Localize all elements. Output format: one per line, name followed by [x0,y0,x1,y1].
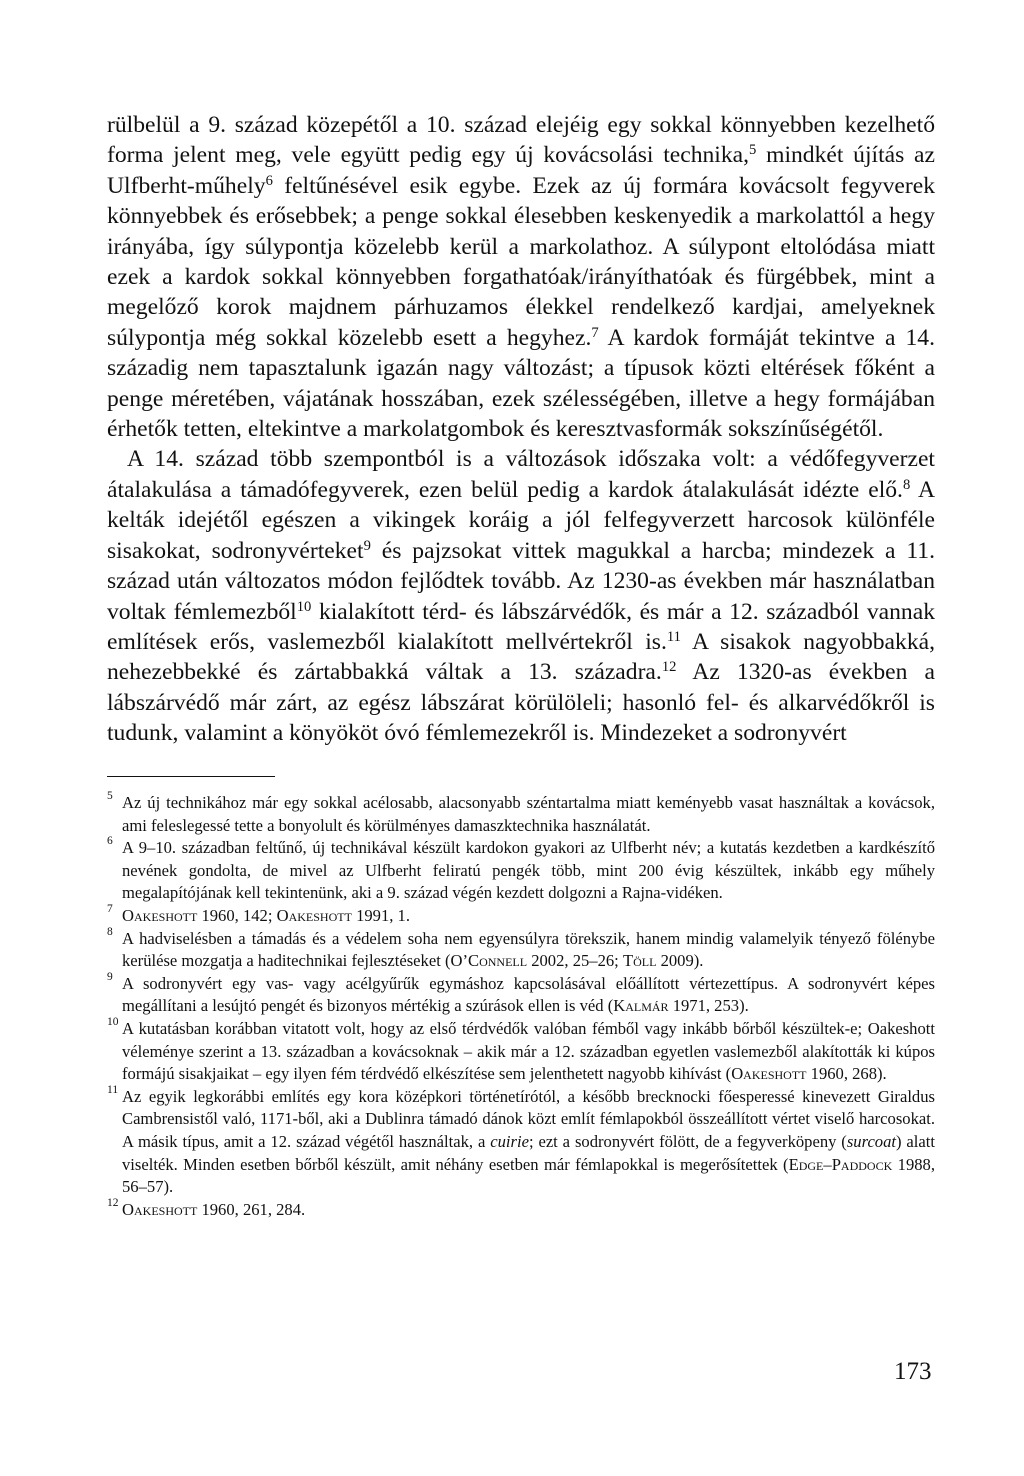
footnote-number: 8 [107,925,113,938]
footnote-number: 12 [107,1196,119,1209]
footnote-11: 11 Az egyik legkorábbi említés egy kora középkori történetírótól, a később brecknocki főesperessé kinevezett Giraldus Cambrensistől való, 1171-ből, aki a Dublinra támadó dánok közt említ fémlapokból összeállított vértet viselő harcosokat. A másik típus, amit a 12. század végétől használtak, a cuirie; ezt a sodronyvért fölött, de a fegyverköpeny (surcoat) alatt viselték. Minden esetben bőrből készült, amit néhány esetben már fémlapokkal is megerősítettek (Edge–Paddock 1988, 56–57). [107,1083,936,1197]
footnote-ref-12[interactable]: 12 [661,659,677,676]
footnotes [107,792,935,1221]
author-name: Oakeshott [731,1064,807,1084]
footnote-ref-8[interactable]: 8 [902,476,911,493]
footnote-ref-11[interactable]: 11 [666,628,681,645]
main-text [107,110,935,749]
footnote-ref-7[interactable]: 7 [591,324,599,341]
footnote-separator [107,776,275,777]
footnote-number: 10 [107,1015,119,1028]
paragraph-1: rülbelül a 9. század közepétől a 10. század elejéig egy sokkal könnyebben kezelhető forma jelent meg, vele együtt pedig egy új kovácsolási technika,$^5$ mindkét újítás az Ulfberht-műhely$^6$ feltűnésével esik egybe. Ezek az új formára kovácsolt fegyverek könnyebbek és erősebbek; a penge sokkal élesebben keskenyedik a markolattól a hegy irányába, így súlypontja közelebb kerül a markolathoz. A súlypont eltolódása miatt ezek a kardok sokkal könnyebben forgathatóak/irányíthatóak és fürgébbek, mint a megelőző korok majdnem párhuzamos élekkel rendelkező kardjai, amelyeknek súlypontja még sokkal közelebb esett a hegyhez.$^7$ A kardok formáját tekintve a 14. századig nem tapasztalunk igazán nagy változást; a típusok közti eltérések főként a penge méretében, vájatának hosszában, ezek szélességében, illetve a hegy formájában érhetők tetten, eltekintve a markolatgombok és keresztvasformák sokszínűségétől. [107,112,935,443]
footnote-ref-5[interactable]: 5 [749,142,757,159]
footnote-number: 5 [107,790,113,802]
footnote-12: 12 Oakeshott 1960, 261, 284. [107,1196,306,1219]
italic-term: surcoat [846,1131,897,1151]
footnote-number: 7 [107,902,113,915]
author-name: Connell [468,951,528,971]
author-name: Kalmár [613,996,669,1016]
footnote-8: 8 A hadviselésben a támadás és a védelem soha nem egyensúlyra törekszik, hanem mindig valamelyik tényező fölénybe kerülése mozgatja a haditechnikai fejlesztéseket (O’Connell 2002, 25–26; Töll 2009). [107,925,935,971]
footnote-9: 9 A sodronyvért egy vas- vagy acélgyűrűk egymáshoz kapcsolásával előállított vértezettípus. A sodronyvért képes megállítani a lesújtó pengét és bizonyos mértékig a szúrások ellen is véd (Kalmár 1971, 253). [107,970,935,1016]
footnote-10: 10 A kutatásban korábban vitatott volt, hogy az első térdvédők valóban fémből vagy inkább bőrből készültek-e; Oakeshott véleménye szerint a 13. században a kovácsoknak – akik már a 12. században egyetlen vaslemezből alakították ki kúpos formájú sisakjaikat – egy ilyen fém térdvédő elkészítése sem jelenthetett nagyobb kihívást (Oakeshott 1960, 268). [107,1015,935,1084]
author-name: Oakeshott [122,905,198,925]
paragraph-2: A 14. század több szempontból is a változások időszaka volt: a védőfegyverzet átalakulása a támadófegyverek, ezen belül pedig a kardok átalakulását idézte elő.$^8$ A kelták idejétől egészen a vikingek koráig a jól felfegyverzett harcosok különféle sisakokat, sodronyvérteket$^9$ és pajzsokat vittek magukkal a harcba; mindezek a 11. század után változatos módon fejlődtek tovább. Az 1230-as években már használatban voltak fémlemezből$^{10}$ kialakított térd- és lábszárvédők, és már a 12. századból vannak említések erős, vaslemezből kialakított mellvértekről is.$^{11}$ A sisakok nagyobbakká, nehezebbekké és zártabbakká váltak a 13. századra.$^{12}$ Az 1320-as években a lábszárvédő már zárt, az egész lábszárat körülöleli; hasonló fel- és alkarvédőkről is tudunk, valamint a könyököt óvó fémlemezekről is. Mindezeket a sodronyvért [107,446,936,747]
footnote-number: 6 [107,835,113,848]
footnote-6: 6 A 9–10. században feltűnő, új technikával készült kardokon gyakori az Ulfberht név; a kutatás kezdetben a kardkészítő nevének gondolta, de mivel az Ulfberht feliratú pengék több, mint 200 évig készültek, inkább egy műhely megalapítójának kell tekintenünk, aki a 9. század végén kezdett dolgozni a Rajna-vidéken. [107,835,935,903]
author-name: Edge–Paddock [788,1154,893,1174]
page-number: 173 [894,1358,932,1385]
footnote-5: 5 Az új technikához már egy sokkal acélosabb, alacsonyabb széntartalma miatt keményebb vasat használtak a kovácsok, ami feleslegessé tette a bonyolult és körülményes damaszktechnika használatát. [107,790,935,835]
footnote-ref-10[interactable]: 10 [296,598,312,615]
author-name: Oakeshott [122,1199,198,1219]
footnote-ref-9[interactable]: 9 [363,537,371,554]
footnote-7: 7 Oakeshott 1960, 142; Oakeshott 1991, 1. [107,902,410,925]
footnote-number: 9 [107,970,113,983]
footnote-ref-6[interactable]: 6 [265,172,273,189]
author-name: Oakeshott [276,905,352,925]
author-name: Töll [622,951,657,971]
italic-term: cuirie [490,1131,529,1151]
footnote-number: 11 [107,1083,119,1096]
